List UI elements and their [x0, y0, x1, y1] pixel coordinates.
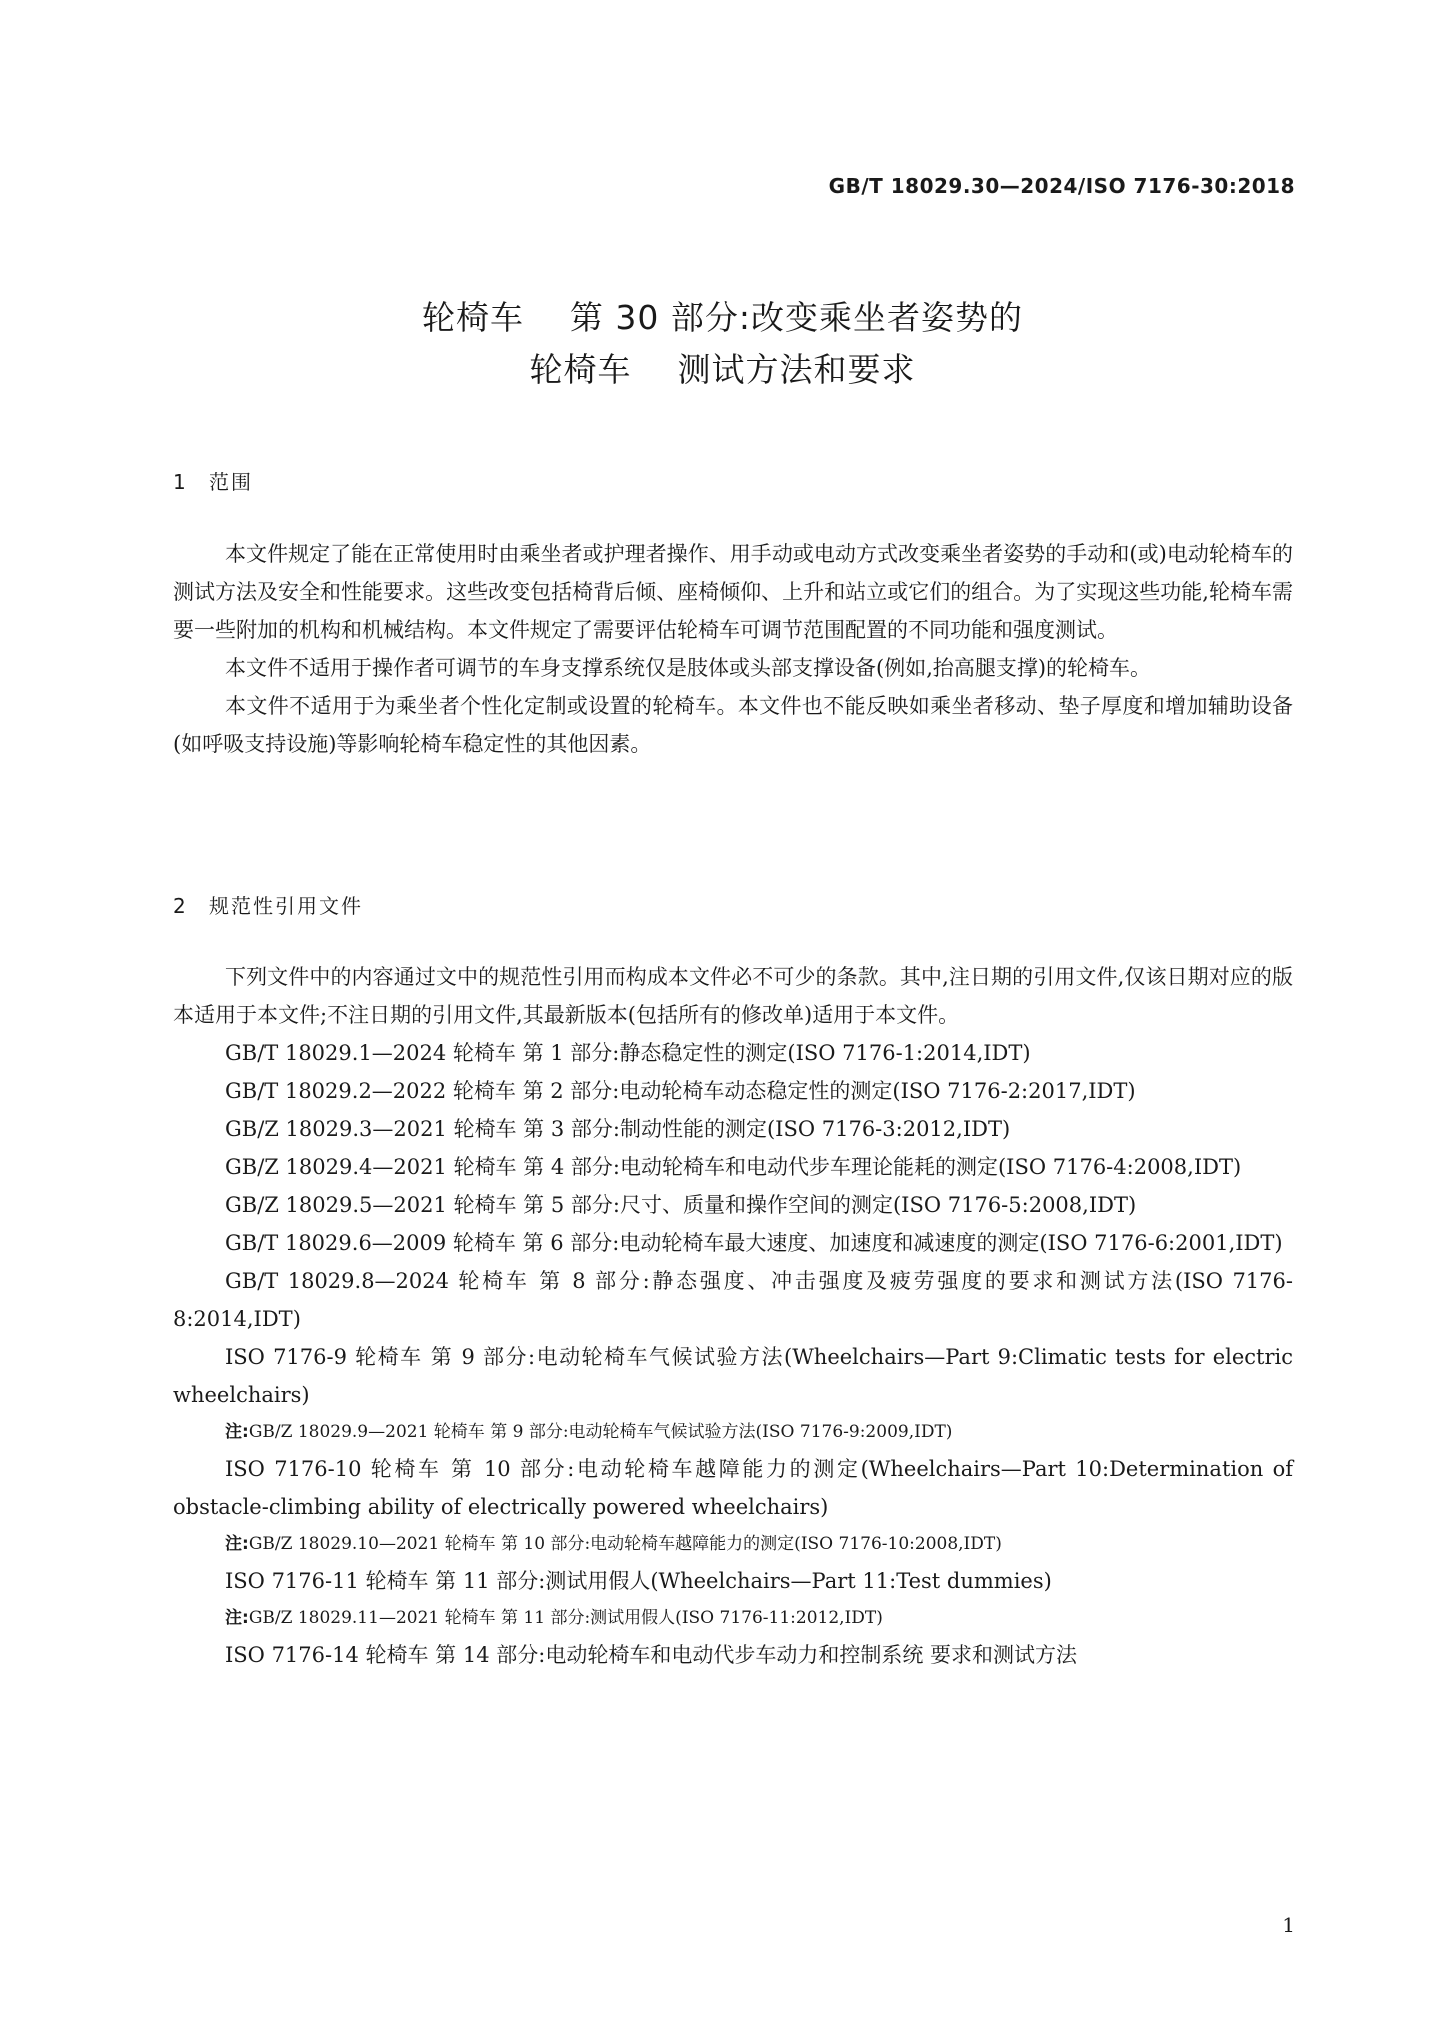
note [173, 1414, 1293, 1450]
reference-item: GB/Z 18029.3—2021 轮椅车 第 3 部分:制动性能的测定(ISO 7176-3:2012,IDT) [225, 1117, 1011, 1141]
references-body [173, 958, 1293, 1674]
paragraph: 本文件不适用于为乘坐者个性化定制或设置的轮椅车。本文件也不能反映如乘坐者移动、垫子厚度和增加辅助设备(如呼吸支持设施)等影响轮椅车稳定性的其他因素。 [173, 694, 1293, 756]
note-label: 注: [225, 1422, 249, 1442]
note-label: 注: [225, 1608, 249, 1628]
document-title [0, 292, 1445, 396]
reference-item: ISO 7176-14 轮椅车 第 14 部分:电动轮椅车和电动代步车动力和控制系统 要求和测试方法 [225, 1643, 1078, 1667]
reference-item: GB/T 18029.6—2009 轮椅车 第 6 部分:电动轮椅车最大速度、加速度和减速度的测定(ISO 7176-6:2001,IDT) [225, 1231, 1283, 1255]
note-label: 注: [225, 1534, 249, 1554]
scope-body [173, 535, 1293, 763]
reference-item: ISO 7176-10 轮椅车 第 10 部分:电动轮椅车越障能力的测定(Wheelchairs—Part 10:Determination of obstacle-climbing ability of electrically powered wheelchairs) [173, 1457, 1293, 1519]
section-number: 1 [173, 470, 188, 494]
reference-item: GB/T 18029.1—2024 轮椅车 第 1 部分:静态稳定性的测定(ISO 7176-1:2014,IDT) [225, 1041, 1031, 1065]
note-text: GB/Z 18029.9—2021 轮椅车 第 9 部分:电动轮椅车气候试验方法(ISO 7176-9:2009,IDT) [248, 1422, 953, 1442]
note-text: GB/Z 18029.10—2021 轮椅车 第 10 部分:电动轮椅车越障能力的测定(ISO 7176-10:2008,IDT) [248, 1534, 1002, 1554]
section-heading-normative-references [173, 890, 363, 919]
title-line-2: 轮椅车 测试方法和要求 [529, 350, 916, 389]
paragraph: 下列文件中的内容通过文中的规范性引用而构成本文件必不可少的条款。其中,注日期的引用文件,仅该日期对应的版本适用于本文件;不注日期的引用文件,其最新版本(包括所有的修改单)适用于本文件。 [173, 965, 1293, 1027]
reference-item: ISO 7176-11 轮椅车 第 11 部分:测试用假人(Wheelchairs—Part 11:Test dummies) [225, 1569, 1052, 1593]
reference-item: GB/Z 18029.4—2021 轮椅车 第 4 部分:电动轮椅车和电动代步车理论能耗的测定(ISO 7176-4:2008,IDT) [225, 1155, 1242, 1179]
reference-item: GB/Z 18029.5—2021 轮椅车 第 5 部分:尺寸、质量和操作空间的测定(ISO 7176-5:2008,IDT) [225, 1193, 1137, 1217]
reference-item: GB/T 18029.2—2022 轮椅车 第 2 部分:电动轮椅车动态稳定性的测定(ISO 7176-2:2017,IDT) [225, 1079, 1136, 1103]
note-text: GB/Z 18029.11—2021 轮椅车 第 11 部分:测试用假人(ISO 7176-11:2012,IDT) [248, 1608, 883, 1628]
title-line-1: 轮椅车 第 30 部分:改变乘坐者姿势的 [421, 298, 1024, 337]
paragraph: 本文件规定了能在正常使用时由乘坐者或护理者操作、用手动或电动方式改变乘坐者姿势的手动和(或)电动轮椅车的测试方法及安全和性能要求。这些改变包括椅背后倾、座椅倾仰、上升和站立或它们的组合。为了实现这些功能,轮椅车需要一些附加的机构和机械结构。本文件规定了需要评估轮椅车可调节范围配置的不同功能和强度测试。 [173, 542, 1293, 642]
section-title: 规范性引用文件 [209, 894, 363, 918]
reference-item: ISO 7176-9 轮椅车 第 9 部分:电动轮椅车气候试验方法(Wheelchairs—Part 9:Climatic tests for electric wheelchairs) [173, 1345, 1293, 1407]
reference-item: GB/T 18029.8—2024 轮椅车 第 8 部分:静态强度、冲击强度及疲劳强度的要求和测试方法(ISO 7176-8:2014,IDT) [173, 1269, 1293, 1331]
note [173, 1526, 1293, 1562]
section-title: 范围 [209, 470, 253, 494]
paragraph: 本文件不适用于操作者可调节的车身支撑系统仅是肢体或头部支撑设备(例如,抬高腿支撑)的轮椅车。 [225, 656, 1152, 680]
section-heading-scope [173, 466, 253, 495]
note [173, 1600, 1293, 1636]
page-number: 1 [1282, 1913, 1295, 1937]
section-number: 2 [173, 894, 188, 918]
standard-number: GB/T 18029.30—2024/ISO 7176-30:2018 [828, 174, 1295, 198]
